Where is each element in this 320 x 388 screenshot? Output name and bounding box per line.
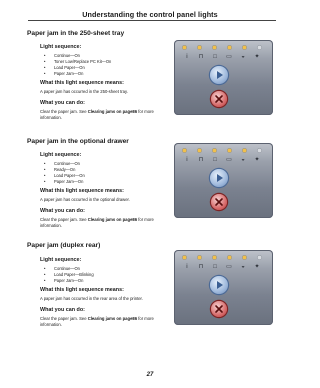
error-icon: ✦ <box>254 157 260 163</box>
meaning-label: What this light sequence means: <box>40 80 124 86</box>
light-sequence-label: Light sequence: <box>40 44 82 50</box>
go-button <box>210 276 228 294</box>
go-button <box>210 66 228 84</box>
section-duplex-rear <box>0 242 300 348</box>
paper-jam-icon: ◒ <box>241 157 245 163</box>
panel-icons <box>180 156 268 166</box>
meaning-text: A paper jam has occurred in the rear area of the printer. <box>40 296 143 301</box>
status-lights <box>182 45 266 51</box>
status-light <box>212 45 217 50</box>
list-item: • Continue—On <box>44 161 80 166</box>
section-title: Paper jam (duplex rear) <box>27 242 101 249</box>
stop-button <box>211 301 227 317</box>
status-light <box>242 255 247 260</box>
clearing-jams-link[interactable]: Clearing jams on page86 <box>87 109 138 114</box>
section-250-sheet-tray <box>0 30 300 136</box>
ready-icon: □ <box>213 54 217 60</box>
meaning-label: What this light sequence means: <box>40 188 124 194</box>
light-sequence-label: Light sequence: <box>40 152 82 158</box>
status-light <box>212 255 217 260</box>
status-light <box>242 148 247 153</box>
power-icon: ⅰ <box>186 157 188 163</box>
status-light <box>242 45 247 50</box>
ready-icon: □ <box>213 264 217 270</box>
ready-icon: □ <box>213 157 217 163</box>
status-lights <box>182 255 266 261</box>
list-item: • Continue—On <box>44 266 80 271</box>
error-icon: ✦ <box>254 54 260 60</box>
list-item: • Load Paper—On <box>44 65 85 71</box>
status-lights <box>182 148 266 154</box>
list-item: • Paper Jam—On <box>44 179 84 185</box>
control-panel-illustration <box>174 143 273 218</box>
list-item: • Paper Jam—On <box>44 278 84 284</box>
list-item: • Load Paper—Blinking <box>44 272 94 278</box>
list-item: • Load Paper—On <box>44 173 85 179</box>
header-rule <box>28 20 276 21</box>
action-label: What you can do: <box>40 208 85 214</box>
status-light <box>257 45 262 50</box>
power-icon: ⅰ <box>186 264 188 270</box>
meaning-label: What this light sequence means: <box>40 287 124 293</box>
action-label: What you can do: <box>40 307 85 313</box>
page-number: 27 <box>146 372 154 378</box>
load-paper-icon: ▭ <box>226 54 232 60</box>
power-icon: ⅰ <box>186 54 188 60</box>
error-icon: ✦ <box>254 264 260 270</box>
status-light <box>227 148 232 153</box>
status-light <box>197 148 202 153</box>
toner-icon: ⊓ <box>198 264 204 270</box>
toner-icon: ⊓ <box>198 54 204 60</box>
status-light <box>257 255 262 260</box>
status-light <box>227 45 232 50</box>
stop-button <box>211 194 227 210</box>
light-sequence-list <box>44 53 111 77</box>
status-light <box>182 148 187 153</box>
light-sequence-label: Light sequence: <box>40 257 82 263</box>
list-item: • Paper Jam—On <box>44 71 84 77</box>
status-light <box>182 255 187 260</box>
section-title: Paper jam in the optional drawer <box>27 138 129 145</box>
clearing-jams-link[interactable]: Clearing jams on page86 <box>87 217 138 222</box>
stop-button <box>211 91 227 107</box>
panel-icons <box>180 53 268 63</box>
status-light <box>197 45 202 50</box>
status-light <box>227 255 232 260</box>
meaning-text: A paper jam has occurred in the optional drawer. <box>40 197 130 202</box>
status-light <box>182 45 187 50</box>
light-sequence-list <box>44 161 85 185</box>
action-text: Clear the paper jam. See Clearing jams on page86 for more information. <box>40 109 154 120</box>
section-optional-drawer <box>0 138 300 244</box>
action-text: Clear the paper jam. See Clearing jams on page86 for more information. <box>40 316 154 327</box>
status-light <box>197 255 202 260</box>
control-panel-illustration <box>174 40 273 115</box>
section-title: Paper jam in the 250-sheet tray <box>27 30 125 37</box>
panel-icons <box>180 263 268 273</box>
action-text: Clear the paper jam. See Clearing jams on page86 for more information. <box>40 217 154 228</box>
paper-jam-icon: ◒ <box>241 264 245 270</box>
action-label: What you can do: <box>40 100 85 106</box>
meaning-text: A paper jam has occurred in the 250-sheet tray. <box>40 89 128 94</box>
status-light <box>212 148 217 153</box>
page-header-title: Understanding the control panel lights <box>82 10 218 19</box>
light-sequence-list <box>44 266 94 284</box>
status-light <box>257 148 262 153</box>
list-item: • Toner Low/Replace PC Kit—On <box>44 59 112 65</box>
load-paper-icon: ▭ <box>226 157 232 163</box>
load-paper-icon: ▭ <box>226 264 232 270</box>
clearing-jams-link[interactable]: Clearing jams on page86 <box>87 316 138 321</box>
toner-icon: ⊓ <box>198 157 204 163</box>
control-panel-illustration <box>174 250 273 325</box>
list-item: • Ready—On <box>44 167 76 173</box>
list-item: • Continue—On <box>44 53 80 58</box>
paper-jam-icon: ◒ <box>241 54 245 60</box>
go-button <box>210 169 228 187</box>
